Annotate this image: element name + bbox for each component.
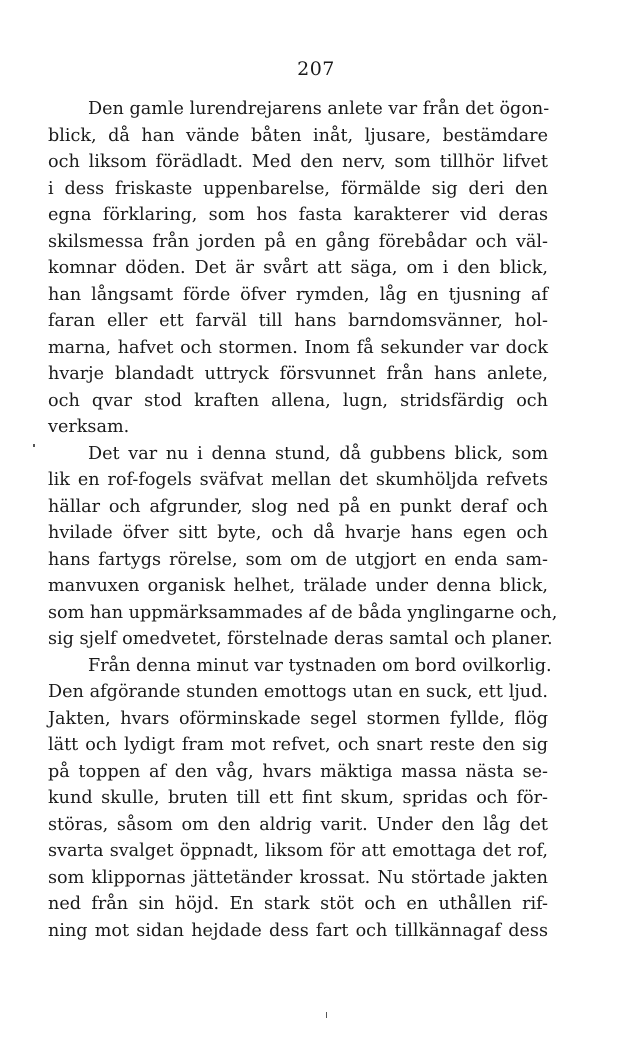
text-line: i dess friskaste uppenbarelse, förmälde sig deri den	[48, 178, 548, 199]
text-line: och liksom förädladt. Med den nerv, som tillhör lifvet	[48, 152, 548, 172]
page-number: 207	[297, 58, 335, 80]
text-line: hvilade öfver sitt byte, och då hvarje hans egen och	[48, 523, 548, 543]
text-line: hällar och afgrunder, slog ned på en punkt deraf och	[48, 496, 548, 517]
text-line: svarta svalget öppnadt, liksom för att emottaga det rof,	[48, 841, 548, 861]
text-line: skilsmessa från jorden på en gång förebådar och väl-	[48, 231, 548, 252]
text-line: faran eller ett farväl till hans barndomsvänner, hol-	[48, 311, 548, 331]
text-line: Från denna minut var tystnaden om bord ovilkorlig.	[88, 655, 552, 676]
text-line: Den afgörande stunden emottogs utan en suck, ett ljud.	[48, 682, 548, 702]
text-line: blick, då han vände båten inåt, ljusare, bestämdare	[48, 125, 548, 146]
text-line: hvarje blandadt uttryck försvunnet från hans anlete,	[48, 364, 548, 384]
text-line: verksam.	[48, 417, 130, 437]
text-line: hans fartygs rörelse, som om de utgjort en enda sam-	[48, 549, 548, 570]
text-line: kund skulle, bruten till ett fint skum, spridas och för-	[48, 788, 548, 808]
text-line: Den gamle lurendrejarens anlete var från det ögon-	[88, 99, 550, 119]
text-line: och qvar stod kraften allena, lugn, stridsfärdig och	[48, 390, 548, 411]
text-line: han långsamt förde öfver rymden, låg en tjusning af	[48, 284, 548, 305]
print-speck	[326, 1012, 327, 1018]
text-line: lätt och lydigt fram mot refvet, och snart reste den sig	[48, 735, 548, 755]
text-line: lik en rof-fogels sväfvat mellan det skumhöljda refvets	[48, 470, 548, 490]
body-text	[48, 96, 558, 944]
text-line: sig sjelf omedvetet, förstelnade deras samtal och planer.	[48, 629, 553, 649]
text-line: egna förklaring, som hos fasta karakterer vid deras	[48, 205, 548, 225]
text-line: som klippornas jättetänder krossat. Nu störtade jakten	[48, 867, 548, 888]
text-line: Jakten, hvars oförminskade segel stormen fyllde, flög	[48, 708, 548, 729]
text-line: på toppen af den våg, hvars mäktiga massa nästa se-	[48, 761, 548, 782]
text-line: som han uppmärksammades af de båda ynglingarne och,	[48, 602, 558, 623]
text-line: störas, såsom om den aldrig varit. Under den låg det	[48, 814, 548, 835]
text-line: manvuxen organisk helhet, trälade under denna blick,	[48, 576, 548, 596]
text-line: Det var nu i denna stund, då gubbens blick, som	[88, 443, 548, 464]
text-line: komnar döden. Det är svårt att säga, om i den blick,	[48, 258, 548, 278]
text-line: ned från sin höjd. En stark stöt och en uthållen rif-	[48, 894, 548, 914]
text-line: marna, hafvet och stormen. Inom få sekunder var dock	[48, 337, 548, 358]
text-line: ning mot sidan hejdade dess fart och tillkännagaf dess	[48, 920, 548, 941]
print-speck	[33, 444, 35, 447]
